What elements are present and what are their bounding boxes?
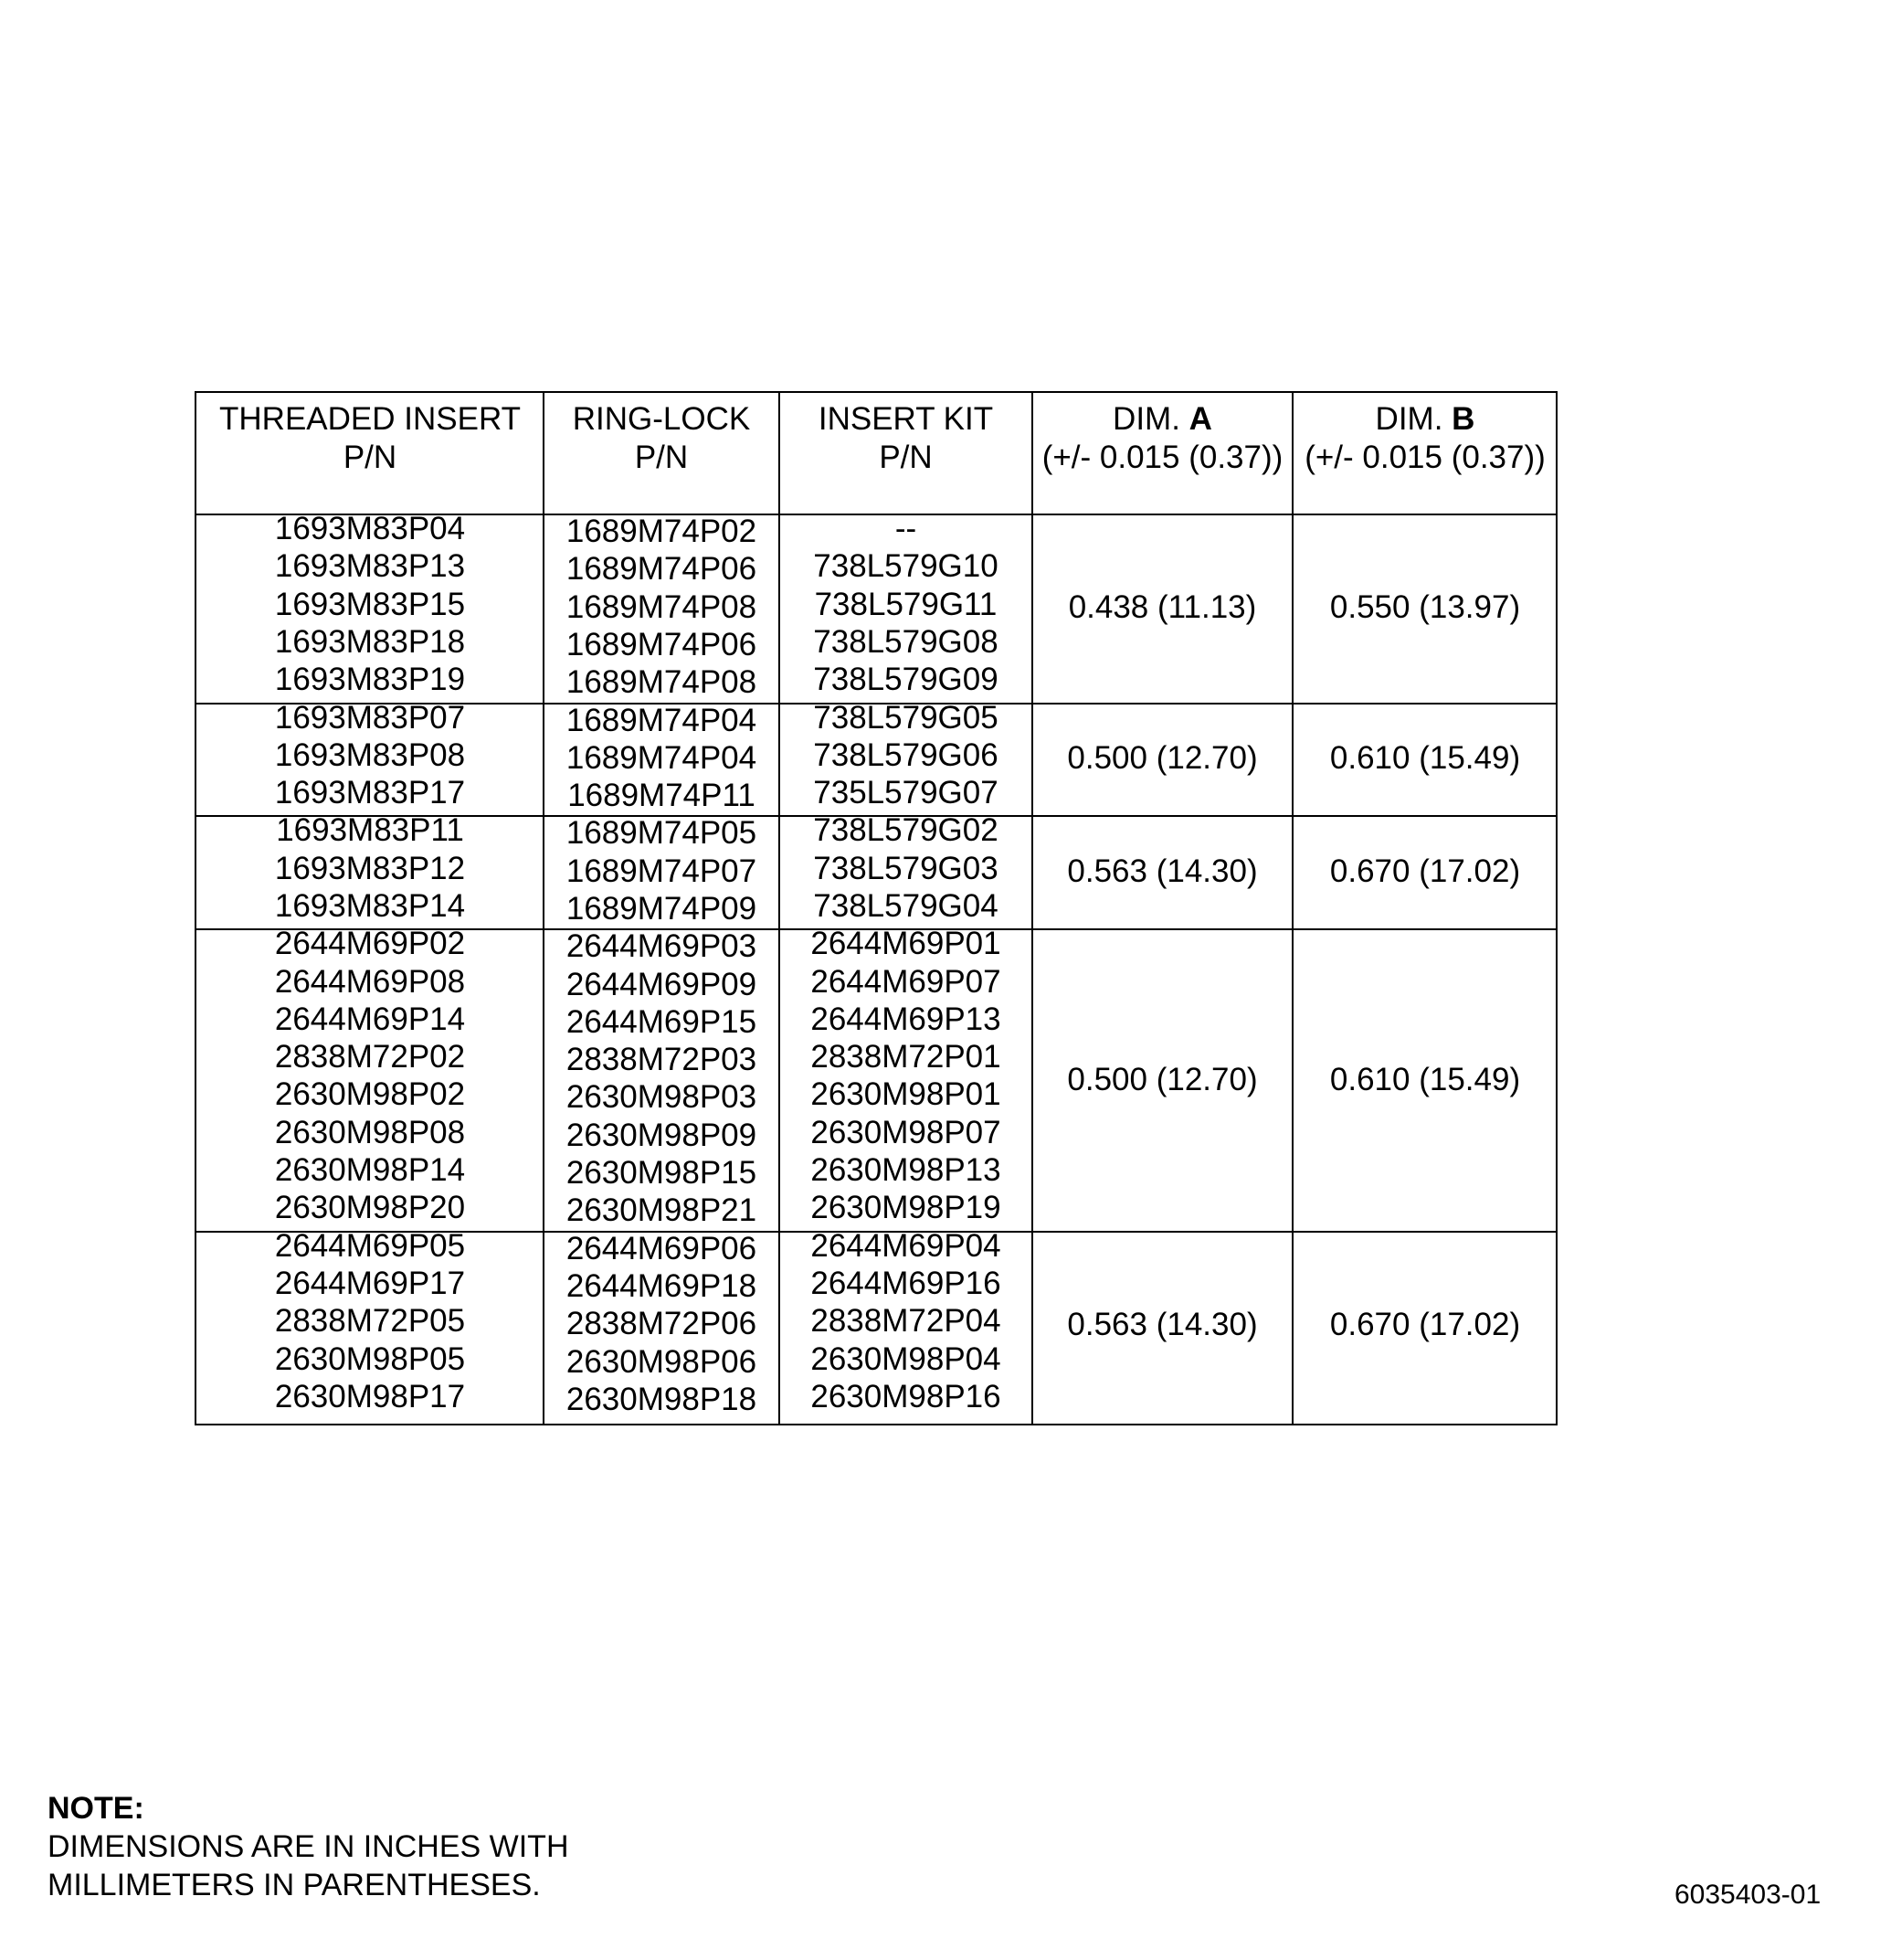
header-dim-b bbox=[1293, 400, 1558, 477]
column-threaded-insert-pn bbox=[196, 811, 544, 925]
ring-lock-pn: 2630M98P06 bbox=[565, 1343, 757, 1380]
column-threaded-insert-pn bbox=[196, 510, 544, 698]
column-insert-kit-pn bbox=[779, 1227, 1032, 1415]
ring-lock-pn: 2644M69P09 bbox=[565, 966, 757, 1002]
insert-kit-pn: 2630M98P07 bbox=[810, 1114, 1001, 1150]
threaded-insert-pn: 2644M69P17 bbox=[274, 1265, 466, 1301]
ring-lock-pn: 1689M74P08 bbox=[565, 588, 757, 625]
threaded-insert-pn: 2630M98P14 bbox=[274, 1152, 466, 1189]
insert-kit-pn: 738L579G06 bbox=[813, 736, 998, 773]
threaded-insert-pn: 1693M83P11 bbox=[276, 812, 464, 849]
column-threaded-insert-pn bbox=[196, 925, 544, 1226]
threaded-insert-pn: 2838M72P02 bbox=[274, 1039, 466, 1075]
insert-kit-pn: 738L579G09 bbox=[813, 662, 998, 698]
column-threaded-insert-pn bbox=[196, 699, 544, 812]
column-insert-kit-pn bbox=[779, 510, 1032, 698]
header-prefix: DIM. bbox=[1113, 401, 1189, 437]
insert-kit-pn: 2630M98P01 bbox=[810, 1076, 1001, 1113]
dim-b-value: 0.550 (13.97) bbox=[1329, 589, 1521, 626]
ring-lock-pn: 2630M98P18 bbox=[565, 1381, 757, 1417]
dim-a-value: 0.500 (12.70) bbox=[1067, 740, 1258, 777]
insert-kit-pn: 2630M98P04 bbox=[810, 1340, 1001, 1377]
insert-kit-pn: 2644M69P13 bbox=[810, 1001, 1001, 1037]
ring-lock-pn: 2838M72P03 bbox=[565, 1042, 757, 1078]
header-line-1: THREADED INSERT bbox=[219, 401, 521, 437]
header-line-2: P/N bbox=[879, 440, 933, 475]
dim-b-value: 0.670 (17.02) bbox=[1329, 853, 1521, 890]
header-line-1: RING-LOCK bbox=[572, 401, 751, 437]
note-heading: NOTE: bbox=[48, 1791, 144, 1826]
threaded-insert-pn: 2644M69P08 bbox=[274, 963, 466, 1000]
threaded-insert-pn: 2644M69P14 bbox=[274, 1001, 466, 1037]
insert-kit-pn: 2644M69P16 bbox=[810, 1265, 1001, 1301]
ring-lock-pn: 1689M74P04 bbox=[565, 702, 757, 738]
insert-kit-pn: 738L579G11 bbox=[814, 586, 998, 622]
header-dim-a bbox=[1032, 400, 1293, 477]
column-insert-kit-pn bbox=[779, 699, 1032, 812]
header-ring-lock bbox=[544, 400, 779, 477]
ring-lock-pn: 2838M72P06 bbox=[565, 1306, 757, 1342]
header-insert-kit bbox=[779, 400, 1032, 477]
threaded-insert-pn: 2644M69P05 bbox=[274, 1227, 466, 1264]
threaded-insert-pn: 2838M72P05 bbox=[274, 1303, 466, 1340]
dim-a-value: 0.500 (12.70) bbox=[1067, 1061, 1258, 1097]
insert-kit-pn: 2644M69P04 bbox=[810, 1227, 1001, 1264]
header-line-2: (+/- 0.015 (0.37)) bbox=[1041, 440, 1284, 475]
threaded-insert-pn: 1693M83P18 bbox=[274, 623, 466, 660]
ring-lock-pn: 2644M69P06 bbox=[565, 1230, 757, 1266]
dim-b-value: 0.670 (17.02) bbox=[1329, 1306, 1521, 1342]
header-prefix: DIM. bbox=[1375, 401, 1453, 437]
header-threaded-insert bbox=[196, 400, 544, 477]
ring-lock-pn: 1689M74P11 bbox=[567, 778, 755, 814]
threaded-insert-pn: 2630M98P17 bbox=[274, 1378, 466, 1414]
threaded-insert-pn: 1693M83P12 bbox=[274, 850, 466, 886]
ring-lock-pn: 2644M69P15 bbox=[565, 1003, 757, 1040]
column-divider bbox=[1292, 393, 1294, 1424]
column-ring-lock-pn bbox=[544, 513, 779, 701]
ring-lock-pn: 1689M74P06 bbox=[565, 626, 757, 662]
note-text-line-1: DIMENSIONS ARE IN INCHES WITH bbox=[48, 1829, 569, 1864]
header-line-1 bbox=[1293, 400, 1558, 439]
insert-kit-pn: -- bbox=[894, 511, 917, 546]
threaded-insert-pn: 2630M98P05 bbox=[274, 1340, 466, 1377]
threaded-insert-pn: 1693M83P14 bbox=[274, 887, 466, 924]
figure-id: 6035403-01 bbox=[1674, 1880, 1822, 1910]
column-ring-lock-pn bbox=[544, 927, 779, 1229]
column-ring-lock-pn bbox=[544, 1230, 779, 1418]
threaded-insert-pn: 1693M83P17 bbox=[274, 775, 466, 811]
threaded-insert-pn: 1693M83P07 bbox=[274, 699, 466, 736]
header-line-1: INSERT KIT bbox=[818, 401, 994, 437]
dim-a-value: 0.438 (11.13) bbox=[1068, 589, 1257, 626]
column-ring-lock-pn bbox=[544, 702, 779, 815]
dim-b-value: 0.610 (15.49) bbox=[1329, 740, 1521, 777]
column-ring-lock-pn bbox=[544, 814, 779, 927]
ring-lock-pn: 2630M98P21 bbox=[565, 1192, 757, 1229]
threaded-insert-pn: 2644M69P02 bbox=[274, 926, 466, 962]
insert-kit-pn: 2838M72P04 bbox=[810, 1303, 1001, 1340]
insert-kit-pn: 738L579G03 bbox=[813, 850, 998, 886]
insert-kit-pn: 2644M69P01 bbox=[810, 926, 1001, 962]
insert-kit-pn: 738L579G04 bbox=[813, 887, 998, 924]
ring-lock-pn: 1689M74P07 bbox=[565, 853, 757, 889]
ring-lock-pn: 2630M98P09 bbox=[565, 1117, 757, 1153]
ring-lock-pn: 1689M74P09 bbox=[565, 890, 757, 927]
insert-kit-pn: 2630M98P19 bbox=[810, 1190, 1001, 1226]
dim-a-value: 0.563 (14.30) bbox=[1067, 1306, 1258, 1342]
insert-kit-pn: 2838M72P01 bbox=[810, 1039, 1001, 1075]
threaded-insert-pn: 2630M98P20 bbox=[274, 1190, 466, 1226]
insert-kit-pn: 2630M98P16 bbox=[810, 1378, 1001, 1414]
ring-lock-pn: 1689M74P02 bbox=[565, 514, 757, 549]
column-threaded-insert-pn bbox=[196, 1227, 544, 1415]
insert-kit-pn: 2630M98P13 bbox=[810, 1152, 1001, 1189]
header-line-2: P/N bbox=[634, 440, 689, 475]
ring-lock-pn: 1689M74P05 bbox=[565, 815, 757, 852]
ring-lock-pn: 1689M74P06 bbox=[565, 551, 757, 588]
insert-kit-pn: 738L579G10 bbox=[813, 548, 998, 585]
header-line-2: P/N bbox=[343, 440, 397, 475]
insert-kit-pn: 735L579G07 bbox=[813, 775, 998, 811]
ring-lock-pn: 2630M98P15 bbox=[565, 1155, 757, 1192]
ring-lock-pn: 1689M74P08 bbox=[565, 664, 757, 701]
insert-kit-pn: 738L579G02 bbox=[813, 812, 998, 849]
header-line-1 bbox=[1032, 400, 1293, 439]
header-dimension-letter: A bbox=[1188, 401, 1212, 437]
column-insert-kit-pn bbox=[779, 925, 1032, 1226]
threaded-insert-pn: 1693M83P04 bbox=[274, 511, 466, 546]
threaded-insert-pn: 1693M83P13 bbox=[274, 548, 466, 585]
threaded-insert-pn: 1693M83P08 bbox=[274, 736, 466, 773]
threaded-insert-pn: 1693M83P15 bbox=[274, 586, 466, 622]
dim-b-value: 0.610 (15.49) bbox=[1329, 1061, 1521, 1097]
column-insert-kit-pn bbox=[779, 811, 1032, 925]
note-text-line-2: MILLIMETERS IN PARENTHESES. bbox=[48, 1868, 541, 1902]
parts-table bbox=[195, 391, 1558, 1425]
ring-lock-pn: 2644M69P18 bbox=[565, 1267, 757, 1304]
insert-kit-pn: 738L579G08 bbox=[813, 623, 998, 660]
threaded-insert-pn: 1693M83P19 bbox=[274, 662, 466, 698]
ring-lock-pn: 2630M98P03 bbox=[565, 1079, 757, 1116]
ring-lock-pn: 1689M74P04 bbox=[565, 739, 757, 776]
dim-a-value: 0.563 (14.30) bbox=[1067, 853, 1258, 890]
threaded-insert-pn: 2630M98P02 bbox=[274, 1076, 466, 1113]
insert-kit-pn: 738L579G05 bbox=[813, 699, 998, 736]
header-dimension-letter: B bbox=[1452, 401, 1475, 437]
threaded-insert-pn: 2630M98P08 bbox=[274, 1114, 466, 1150]
insert-kit-pn: 2644M69P07 bbox=[810, 963, 1001, 1000]
ring-lock-pn: 2644M69P03 bbox=[565, 928, 757, 965]
header-line-2: (+/- 0.015 (0.37)) bbox=[1305, 440, 1546, 475]
